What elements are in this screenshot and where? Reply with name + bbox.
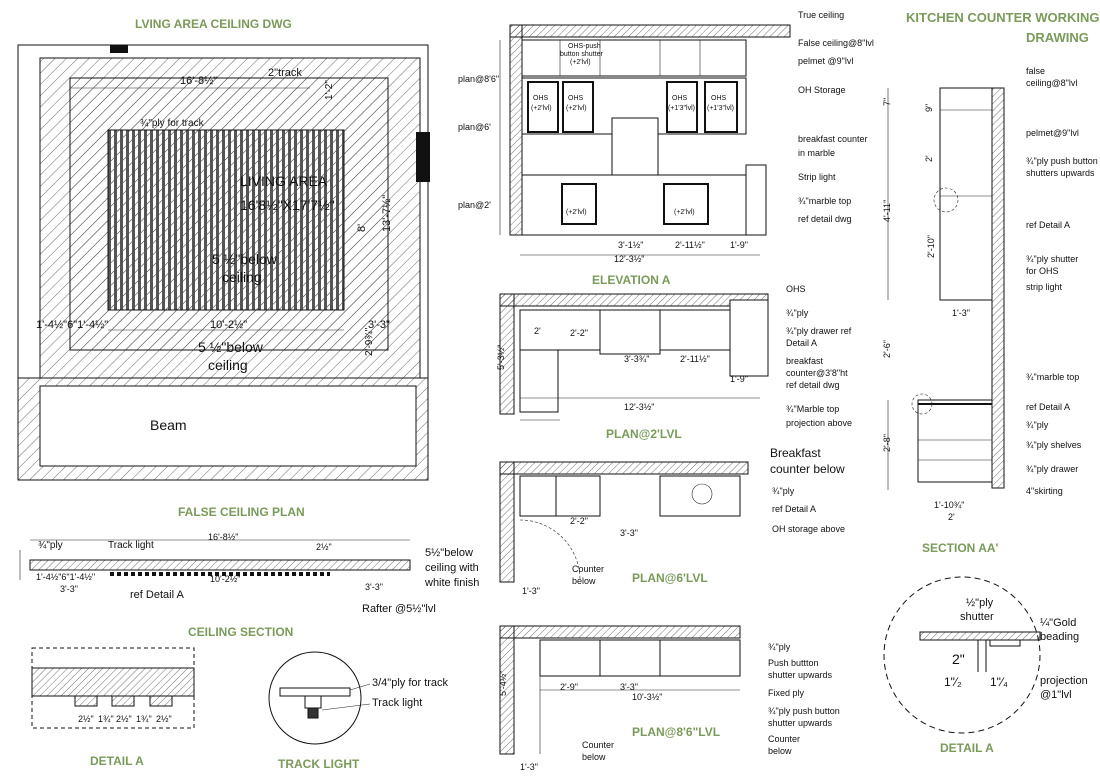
plan6-counter-2: below	[572, 576, 596, 586]
section-drawer: ¾"ply drawer	[1026, 464, 1079, 474]
plan86-dim-2-9: 2'-9"	[560, 682, 578, 692]
section-shelves: ¾"ply shelves	[1026, 440, 1082, 450]
living-below-ceiling-3: 5 ½"below	[198, 339, 263, 355]
detail-right-dim-quarter: 1"⁄₄	[990, 675, 1008, 689]
living-dim-right: 1'-2"	[324, 80, 335, 100]
kitchen-title-1: KITCHEN COUNTER WORKING	[906, 10, 1100, 25]
plan86-counter-4: below	[768, 746, 792, 756]
section-dim-1-10: 1'-10¾"	[934, 500, 965, 510]
section-skirting: 4"skirting	[1026, 486, 1063, 496]
section-ply: ¾"ply	[1026, 420, 1049, 430]
detail-right-gold-2: beading	[1040, 631, 1080, 643]
detail-right-shutter: shutter	[960, 611, 994, 623]
ceiling-section-ply: ¾"ply	[38, 540, 63, 551]
detail-right-proj-1: projection	[1040, 675, 1088, 687]
track-light-detail	[269, 652, 370, 744]
plan6-dim-1-3: 1'-3"	[522, 586, 540, 596]
elev-strip-light: Strip light	[798, 172, 836, 182]
elev-ohs-b: OHS	[568, 95, 584, 102]
elev-oh-storage: OH Storage	[798, 85, 846, 95]
plan2-bk-3: ref detail dwg	[786, 380, 840, 390]
plan2-dim-5-3: 5'-3½"	[496, 344, 506, 370]
elev-dim-3-1: 3'-1½"	[618, 240, 644, 250]
living-dim-13: 13'-7½"	[381, 194, 393, 232]
detail-a-left-title: DETAIL A	[90, 754, 144, 768]
ceiling-section-dim-2: 2½"	[316, 542, 332, 552]
detail-right-proj-2: @1"lvl	[1040, 689, 1072, 701]
living-dim-left: 1'-4½"6"1'-4½"	[36, 319, 109, 331]
section-push-1: ¾"ply push button	[1026, 156, 1098, 166]
section-dim-2b: 2'	[948, 512, 955, 522]
detail-right-dim-2in: 2"	[952, 651, 965, 667]
elev-plan-6: plan@6'	[458, 122, 491, 132]
plan86-dim-3-3: 3'-3"	[620, 682, 638, 692]
elev-dim-12-3: 12'-3½"	[614, 254, 645, 264]
ceiling-section-dim-3-3a: 3'-3"	[60, 584, 78, 594]
elev-false-ceiling: False ceiling@8"lvl	[798, 38, 874, 48]
ceiling-section-dim-3-3b: 3'-3"	[365, 582, 383, 592]
elev-ohs-c-lvl: (+1'3"lvl)	[668, 105, 695, 112]
living-below-ceiling-4: ceiling	[208, 357, 248, 373]
plan86-push-3: ¾"ply push button	[768, 706, 840, 716]
section-ref-a2: ref Detail A	[1026, 402, 1071, 412]
living-dim-2-9: 2'-9¾"	[364, 327, 375, 356]
elevation-a-drawing	[500, 25, 790, 255]
plan-8-6-title: PLAN@8'6"LVL	[632, 725, 721, 739]
section-dim-2-6: 2'-6"	[882, 340, 892, 358]
ceiling-section-dim-16: 16'-8½"	[208, 532, 239, 542]
section-strip: strip light	[1026, 282, 1063, 292]
living-room-name: LIVING AREA	[240, 173, 328, 189]
ceiling-section-title: CEILING SECTION	[188, 625, 294, 639]
elev-ref-detail: ref detail dwg	[798, 214, 852, 224]
section-push-2: shutters upwards	[1026, 168, 1095, 178]
section-dim-4-11: 4'-11"	[882, 199, 892, 222]
elev-ohs-push-1: OHS-push	[568, 43, 601, 50]
plan2-dim-3-3: 3'-3¾"	[624, 354, 650, 364]
ceiling-section-ref-detail: ref Detail A	[130, 589, 184, 601]
section-shutter-2: for OHS	[1026, 266, 1059, 276]
detail-a-left-d4: 1¾"	[136, 714, 152, 724]
section-dim-2-10: 2'-10"	[926, 235, 936, 258]
plan2-ply: ¾"ply	[786, 308, 809, 318]
elevation-a-title: ELEVATION A	[592, 273, 671, 287]
track-light-light: Track light	[372, 697, 423, 709]
plan86-push-2: shutter upwards	[768, 670, 833, 680]
living-dim-3-3: 3'-3"	[368, 319, 390, 331]
section-dim-1-3: 1'-3"	[952, 308, 970, 318]
plan2-mt-2: projection above	[786, 418, 853, 428]
plan86-ply: ¾"ply	[768, 642, 791, 652]
section-shutter-1: ¾"ply shutter	[1026, 254, 1079, 264]
plan2-ohs: OHS	[786, 284, 806, 294]
ceiling-section-dim-10: 10'-2½"	[210, 574, 241, 584]
elev-ohs-push-3: (+2'lvl)	[570, 59, 591, 66]
plan86-push-4: shutter upwards	[768, 718, 833, 728]
elev-dim-2-11: 2'-11½"	[675, 240, 705, 250]
ceiling-section-below-1: 5½"below	[425, 547, 473, 559]
plan2-dim-2-11: 2'-11½"	[680, 354, 710, 364]
section-dim-2-8: 2'-8"	[882, 434, 892, 452]
plan86-dim-1-3: 1'-3"	[520, 762, 538, 772]
elev-pelmet: pelmet @9"lvl	[798, 56, 854, 66]
plan86-push-1: Push buttton	[768, 658, 819, 668]
detail-a-left-d5: 2½"	[156, 714, 172, 724]
plan6-bk-1: Breakfast	[770, 446, 821, 460]
living-dim-8: 8'	[356, 223, 368, 232]
detail-a-left-d1: 2½"	[78, 714, 94, 724]
section-false-ceiling-2: ceiling@8"lvl	[1026, 78, 1078, 88]
section-false-ceiling-1: false	[1026, 66, 1046, 76]
detail-a-left-d3: 2½"	[116, 714, 132, 724]
false-ceiling-plan-title: FALSE CEILING PLAN	[178, 505, 305, 519]
living-track-label: 2"track	[268, 67, 302, 79]
ceiling-section-dim-left: 1'-4½"6"1'-4½"	[36, 572, 96, 582]
section-marble: ¾"marble top	[1026, 372, 1080, 382]
living-dim-top: 16'-8½"	[180, 75, 218, 87]
plan86-fixed: Fixed ply	[768, 688, 805, 698]
elev-ohs-b-lvl: (+2'lvl)	[566, 105, 587, 112]
plan-6-title: PLAN@6'LVL	[632, 571, 708, 585]
plan2-mt-1: ¾"Marble top	[786, 404, 840, 414]
elev-breakfast-2: in marble	[798, 148, 836, 158]
section-dim-9: 9"	[924, 103, 934, 112]
detail-right-gold-1: ¼"Gold	[1040, 617, 1077, 629]
elev-ohs-c: OHS	[672, 95, 688, 102]
plan6-dim-2-2: 2'-2"	[570, 516, 588, 526]
elev-marble-top: ¾"marble top	[798, 196, 852, 206]
detail-right-ply: ½"ply	[966, 597, 994, 609]
section-dim-7: 7"	[882, 97, 892, 106]
plan6-dim-3-3: 3'-3"	[620, 528, 638, 538]
living-dim-bottom: 10'-2½"	[210, 319, 248, 331]
plan6-ref: ref Detail A	[772, 504, 817, 514]
living-ceiling-title: LVING AREA CEILING DWG	[135, 17, 292, 31]
plan86-counter-3: Counter	[768, 734, 801, 744]
elev-ohs-d: OHS	[711, 95, 727, 102]
plan2-drawer-1: ¾"ply drawer ref	[786, 326, 852, 336]
elev-plan-2: plan@2'	[458, 200, 491, 210]
detail-a-left-d2: 1¾"	[98, 714, 114, 724]
plan2-dim-12: 12'-3½"	[624, 402, 655, 412]
plan6-bk-2: counter below	[770, 462, 845, 476]
elev-plan-8-6: plan@8'6"	[458, 74, 500, 84]
plan6-oh-above: OH storage above	[772, 524, 846, 534]
plan86-counter-2: below	[582, 752, 606, 762]
elev-true-ceiling: True ceiling	[798, 10, 845, 20]
elev-ohs-push-2: button shutter	[560, 51, 603, 58]
plan86-dim-5-4: 5'-4½"	[498, 670, 508, 696]
elev-breakfast-1: breakfast counter	[798, 134, 868, 144]
living-below-ceiling-2: ceiling	[222, 269, 262, 285]
section-dim-2: 2'	[924, 155, 934, 162]
plan-6-drawing	[500, 462, 748, 582]
living-room-size: 16'8½"X17'7½"	[240, 197, 335, 213]
plan2-bk-2: counter@3'8"ht	[786, 368, 848, 378]
living-ply-track: ¾"ply for track	[140, 118, 204, 129]
ceiling-section-below-2: ceiling with	[425, 562, 479, 574]
plan2-dim-2-2: 2'-2"	[570, 328, 588, 338]
elev-ohs-d-lvl: (+1'3"lvl)	[707, 105, 734, 112]
plan86-dim-10-3: 10'-3½"	[632, 692, 663, 702]
plan2-dim-1-9: 1'-9"	[730, 374, 748, 384]
plan2-bk-1: breakfast	[786, 356, 824, 366]
plan6-counter-1: Counter	[572, 564, 605, 574]
ceiling-section-below-3: white finish	[425, 577, 480, 589]
plan86-counter-1: Counter	[582, 740, 615, 750]
track-light-ply: 3/4"ply for track	[372, 677, 449, 689]
section-aa-title: SECTION AA'	[922, 541, 999, 555]
elev-low-b: (+2'lvl)	[674, 209, 695, 216]
section-aa-drawing	[888, 88, 1004, 490]
elev-dim-1-9: 1'-9"	[730, 240, 748, 250]
plan6-ply: ¾"ply	[772, 486, 795, 496]
section-pelmet: pelmet@9"lvl	[1026, 128, 1079, 138]
elev-ohs-a-lvl: (+2'lvl)	[531, 105, 552, 112]
detail-right-dim-half: 1"⁄₂	[944, 675, 962, 689]
section-ref-a: ref Detail A	[1026, 220, 1071, 230]
living-below-ceiling-1: 5 ½"below	[212, 251, 277, 267]
elev-ohs-a: OHS	[533, 95, 549, 102]
track-light-title: TRACK LIGHT	[278, 757, 360, 771]
plan-2-title: PLAN@2'LVL	[606, 427, 682, 441]
detail-a-right-title: DETAIL A	[940, 741, 994, 755]
elev-low-a: (+2'lvl)	[566, 209, 587, 216]
plan2-dim-2: 2'	[534, 326, 541, 336]
kitchen-title-2: DRAWING	[1026, 30, 1089, 45]
ceiling-section-track-light: Track light	[108, 540, 154, 551]
plan2-drawer-2: Detail A	[786, 338, 818, 348]
living-beam-label: Beam	[150, 417, 187, 433]
ceiling-section-rafter: Rafter @5½"lvl	[362, 603, 436, 615]
